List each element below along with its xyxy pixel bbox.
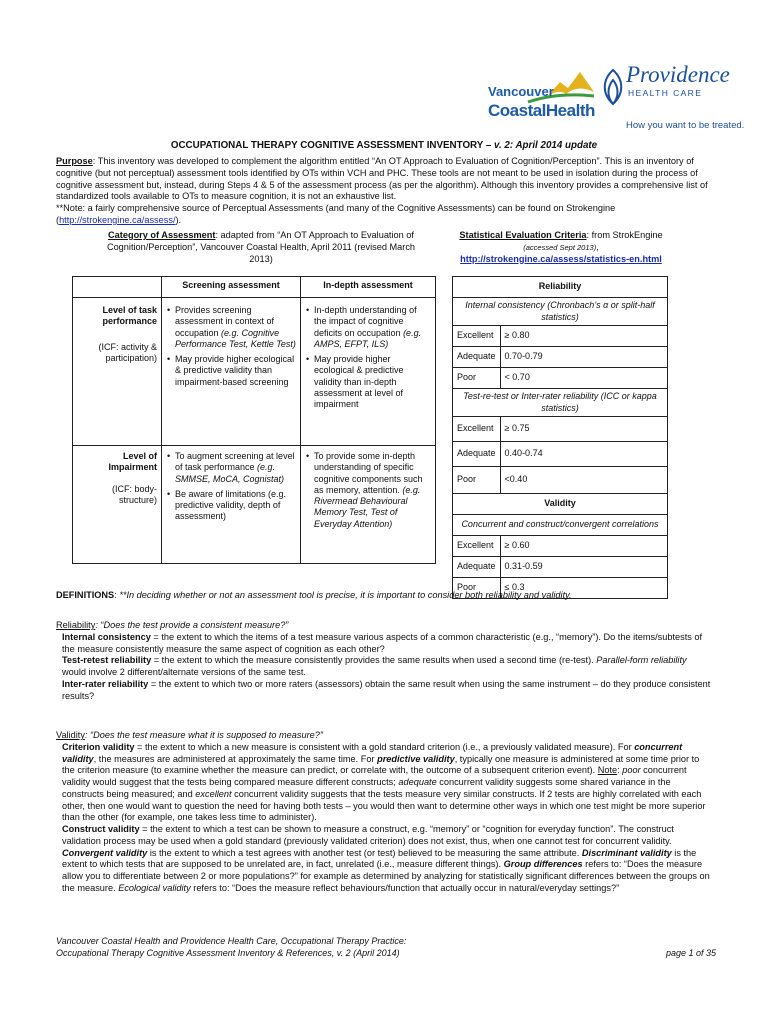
purpose-section: Purpose: This inventory was developed to complement the algorithm entitled “An OT Approach to Evaluation of Cognition/Perception”. This is an inventory of cognitive (but not perceptual) assessment tools identified by OTs within VCH and PHC. These tools are not meant to be used in isolation during the process of cognitive assessment but, instead, during Steps 4 & 5 of the assessment process (as per the algorithm). Although this inventory provides a comprehensive list of standardized tools available to OTs to measure cognition, it is not an exhaustive list. **Note: a fairly comprehensive source of Perceptual Assessments (and many of the Cognitive Assessments) can be found on Strokengine (http://strokengine.ca/assess/). [56,156,708,225]
criterion-validity-term: Criterion validity [62,741,135,752]
page-title: OCCUPATIONAL THERAPY COGNITIVE ASSESSMENT INVENTORY – v. 2: April 2014 update [170,140,598,151]
statistics-link[interactable]: http://strokengine.ca/assess/statistics-en.html [460,253,662,264]
table-row: Excellent ≥ 0.75 [453,417,668,442]
validity-label: Validity [56,730,85,740]
purpose-label: Purpose [56,156,93,166]
vch-line1: Vancouver [488,84,554,99]
accessed-note: (accessed Sept 2013) [523,242,597,252]
header-indepth: In-depth assessment [301,277,436,298]
footer-line2: Occupational Therapy Cognitive Assessment Inventory & References, v. 2 (April 2014) [56,947,400,958]
definitions-label: DEFINITIONS [56,590,115,600]
header-screening: Screening assessment [162,277,301,298]
category-label: Category of Assessment [108,230,216,240]
icf-activity: (ICF: activity & participation) [98,341,157,363]
page-number: page 1 of 35 [665,947,716,958]
category-heading [96,230,426,265]
statistical-label: Statistical Evaluation Criteria [459,230,587,240]
table-row [73,298,436,446]
cell-screen-impairment: • To augment screening at level of task performance (e.g. SMMSE, MoCA, Cognistat) • Be aware of limitations (e.g. predictive validity, depth of assessment) [162,446,301,564]
internal-subheader: Internal consistency (Chronbach’s α or split-half statistics) [453,298,668,326]
row-label-impairment: Level of Impairment (ICF: body-structure) [73,446,162,564]
footer [56,936,716,959]
footer-line1: Vancouver Coastal Health and Providence Health Care, Occupational Therapy Practice: [56,936,407,946]
definitions-line: DEFINITIONS: **In deciding whether or not an assessment tool is precise, it is important to consider both reliability and validity. [56,590,572,600]
phc-name: Providence [626,62,730,87]
vch-logo [468,62,596,132]
table-row: Adequate 0.40-0.74 [453,442,668,467]
reliability-section: Reliability: “Does the test provide a consistent measure?” Internal consistency = the extent to which the items of a test measure various aspects of a common characteristic (e.g., “memory”). Do the items/subtests of the measure consistently measure the same aspect of cognition as each other? Test-retest reliability = the extent to which the measure consistently provides the same results when used a second time (re-test). Parallel-form reliability would involve 2 different/alternate versions of the same test. Inter-rater reliability = the extent to which two or more raters (assessors) obtain the same result when using the same instrument – do they produce consistent results? [56,620,711,701]
internal-consistency-term: Internal consistency [62,631,151,642]
test-retest-term: Test-retest reliability [62,655,152,666]
inter-rater-term: Inter-rater reliability [62,678,149,689]
table-row: Poor ≤ 0.3 [453,578,668,599]
statistical-criteria-table [452,276,668,599]
table-row: Excellent ≥ 0.60 [453,536,668,557]
version-label: v. 2: April 2014 update [494,140,598,151]
cell-screen-task: • Provides screening assessment in context of occupation (e.g. Cognitive Performance Test, Kettle Test) • May provide higher ecological & predictive validity than impairment-based screening [162,298,301,446]
table-row: Poor < 0.70 [453,368,668,389]
vch-line2: CoastalHealth [488,101,595,120]
table-row: Poor <0.40 [453,467,668,494]
validity-subheader: Concurrent and construct/convergent correlations [453,515,668,536]
definitions-text: **In deciding whether or not an assessment tool is precise, it is important to consider both reliability and validity. [119,590,572,600]
purpose-text: : This inventory was developed to complement the algorithm entitled “An OT Approach to Evaluation of Cognition/Perception”. This is an inventory of cognitive (but not perceptual) assessment tools identified by OTs within VCH and PHC. These tools are not meant to be used in isolation during the process of cognitive assessment but, instead, during Steps 4 & 5 of the assessment process (as per the algorithm). Although this inventory provides a comprehensive list of standardized tools available to OTs to measure cognition, it is not an exhaustive list. [56,156,708,202]
assessment-category-table [72,276,436,564]
purpose-note: **Note: a fairly comprehensive source of Perceptual Assessments (and many of the Cognitive Assessments) can be found on Strokengine ( [56,203,616,225]
icf-body: (ICF: body-structure) [111,483,157,505]
phc-sub: HEALTH CARE [628,88,703,98]
table-row [73,446,436,564]
validity-header: Validity [453,494,668,515]
table-row: Excellent ≥ 0.80 [453,326,668,347]
phc-tagline: How you want to be treated. [626,120,745,131]
cell-indepth-impairment: • To provide some in-depth understanding of specific cognitive components such as memory, attention. (e.g. Rivermead Behavioural Memory Test, Test of Everyday Attention) [301,446,436,564]
cell-indepth-task: • In-depth understanding of the impact of cognitive deficits on occupation (e.g. AMPS, EFPT, ILS) • May provide higher ecological & predictive validity than in-depth assessment at level of impairment [301,298,436,446]
construct-validity-term: Construct validity [62,824,140,835]
flower-logo-icon [600,66,626,106]
table-row: Adequate 0.31-0.59 [453,557,668,578]
reliability-header: Reliability [453,277,668,298]
category-text: : adapted from “An OT Approach to Evaluation of Cognition/Perception”, Vancouver Coastal Health, April 2011 (revised March 2013) [106,230,416,264]
table-row: Adequate 0.70-0.79 [453,347,668,368]
retest-subheader: Test-re-test or Inter-rater reliability (ICC or kappa statistics) [453,389,668,417]
strokengine-link[interactable]: http://strokengine.ca/assess/ [59,214,176,225]
validity-section: Validity: “Does the test measure what it is supposed to measure?” Criterion validity = the extent to which a new measure is consistent with a gold standard criterion (i.e., a previously validated measure). For concurrent validity, the measures are administered at approximately the same time. For predictive validity, typically one measure is administered at some time prior to the criterion measure (to examine whether the measure can predict, or correlate with, the outcome of a subsequent criterion event). Note: poor concurrent validity would suggest that the tests being compared measure different constructs; adequate concurrent validity suggests some shared variance in the constructs being measured; and excellent concurrent validity suggests that the tests measure very similar constructs. If 2 tests are highly correlated with each other, then one would want to question the need for having both tests – you would then want to determine other ways in which one test might be more superior than the other (for example, one takes less time to administer). Construct validity = the extent to which a test can be shown to measure a construct, e.g. “memory” or “cognition for everyday function”. The construct validation process may be used when a gold standard (previously validated criterion) does not exist, thus, when one cannot test for concurrent validity. Convergent validity is the extent to which a test agrees with another test (or test) believed to be measuring the same attribute. Discriminant validity is the extent to which tests that are supposed to be unrelated are, in fact, unrelated (i.e., measure different things). Group differences refers to: “Does the measure allow you to differentiate between 2 or more populations?” for example as determined by analyzing for statistically significant differences between the groups on the measure. Ecological validity refers to: “Does the measure reflect behaviours/function that actually occur in natural/everyday settings?” [56,730,710,893]
phc-logo [600,58,760,138]
row-label-task: Level of task performance (ICF: activity & participation) [73,298,162,446]
reliability-label: Reliability [56,620,96,630]
statistical-heading: Statistical Evaluation Criteria: from StrokEngine (accessed Sept 2013), http://strokengine.ca/assess/statistics-en.html [459,230,663,264]
